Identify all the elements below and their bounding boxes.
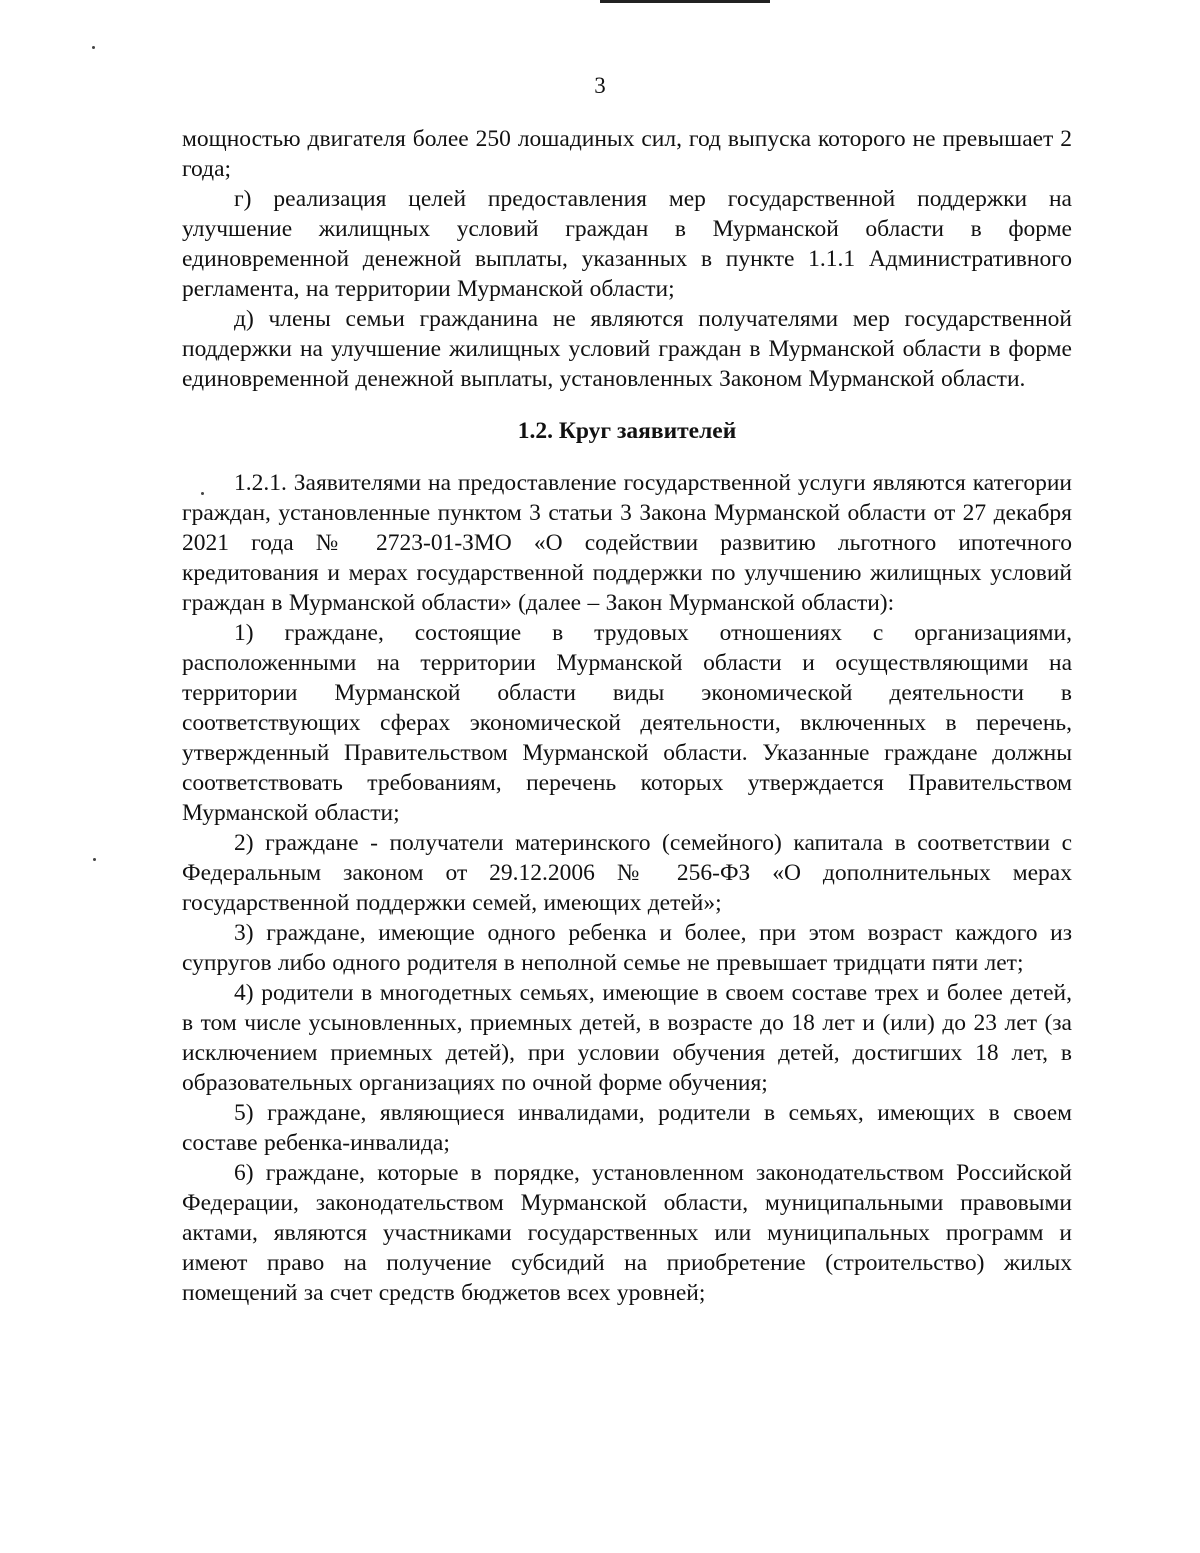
paragraph-item-4: 4) родители в многодетных семьях, имеющие в своем составе трех и более детей, в том числе усыновленных, приемных детей, в возрасте до 18 лет и (или) до 23 лет (за исключением приемных детей), при условии обучения детей, достигших 18 лет, в образовательных организациях по очной форме обучения; [182,980,1072,1096]
page-number: 3 [594,73,606,98]
paragraph-continuation: мощностью двигателя более 250 лошадиных сил, год выпуска которого не превышает 2 года; [182,126,1072,182]
section-heading: 1.2. Круг заявителей [517,418,737,444]
scan-speck [92,46,95,49]
paragraph-item-3: 3) граждане, имеющие одного ребенка и более, при этом возраст каждого из супругов либо одного родителя в неполной семье не превышает тридцати пяти лет; [182,920,1072,976]
document-body [182,124,1072,1308]
paragraph-item-6: 6) граждане, которые в порядке, установленном законодательством Российской Федерации, законодательством Мурманской области, муниципальными правовыми актами, являются участниками государственных или муниципальных программ и имеют право на получение субсидий на приобретение (строительство) жилых помещений за счет средств бюджетов всех уровней; [182,1160,1072,1306]
paragraph-item-2: 2) граждане - получатели материнского (семейного) капитала в соответствии с Федеральным законом от 29.12.2006 № 256-ФЗ «О дополнительных мерах государственной поддержки семей, имеющих детей»; [182,830,1072,916]
scan-speck [93,858,96,861]
paragraph-item-g: г) реализация целей предоставления мер государственной поддержки на улучшение жилищных условий граждан в Мурманской области в форме единовременной денежной выплаты, указанных в пункте 1.1.1 Административного регламента, на территории Мурманской области; [182,186,1072,302]
paragraph-item-d: д) члены семьи гражданина не являются получателями мер государственной поддержки на улучшение жилищных условий граждан в Мурманской области в форме единовременной денежной выплаты, установленных Законом Мурманской области. [182,306,1072,392]
scan-top-mark [600,0,770,3]
paragraph-item-1: 1) граждане, состоящие в трудовых отношениях с организациями, расположенными на территории Мурманской области и осуществляющими на территории Мурманской области виды экономической деятельности в соответствующих сферах экономической деятельности, включенных в перечень, утвержденный Правительством Мурманской области. Указанные граждане должны соответствовать требованиям, перечень которых утверждается Правительством Мурманской области; [182,620,1072,826]
paragraph-1-2-1: 1.2.1. Заявителями на предоставление государственной услуги являются категории граждан, установленные пунктом 3 статьи 3 Закона Мурманской области от 27 декабря 2021 года № 2723-01-ЗМО «О содействии развитию льготного ипотечного кредитования и мерах государственной поддержки по улучшению жилищных условий граждан в Мурманской области» (далее – Закон Мурманской области): [182,470,1072,616]
paragraph-item-5: 5) граждане, являющиеся инвалидами, родители в семьях, имеющих в своем составе ребенка-инвалида; [182,1100,1072,1156]
